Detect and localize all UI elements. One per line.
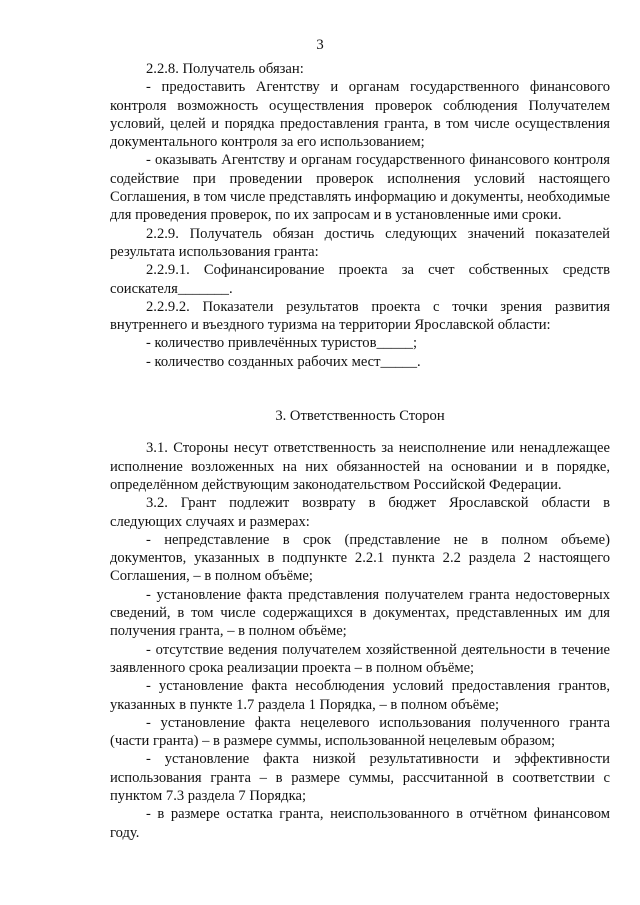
paragraph-jobs-count: - количество созданных рабочих мест_____.: [146, 353, 421, 370]
paragraph-provide-checks: - предоставить Агентству и органам государственного финансового контроля возможность осуществления проверок соблюдения Получателем условий, целей и порядка предоставления гранта, в том числе осуществления документального контроля за его использованием;: [110, 79, 610, 151]
paragraph-2-2-9-1: 2.2.9.1. Софинансирование проекта за счет собственных средств соискателя_______.: [110, 262, 610, 297]
paragraph-case-low-efficiency: - установление факта низкой результативности и эффективности использования гранта – в размере суммы, рассчитанной в соответствии с пунктом 7.3 раздела 7 Порядка;: [110, 751, 610, 804]
paragraph-case-remainder: - в размере остатка гранта, неиспользованного в отчётном финансовом году.: [110, 806, 610, 841]
paragraph-3-1: 3.1. Стороны несут ответственность за неисполнение или ненадлежащее исполнение возложенных на них обязанностей на основании и в порядке, определённом действующим законодательством Российской Федерации.: [110, 440, 610, 493]
paragraph-case-conditions: - установление факта несоблюдения условий предоставления грантов, указанных в пункте 1.7 раздела 1 Порядка, – в полном объёме;: [110, 678, 610, 713]
heading-spacer-top: [110, 371, 610, 407]
paragraph-2-2-9-2: 2.2.9.2. Показатели результатов проекта с точки зрения развития внутреннего и въездного туризма на территории Ярославской области:: [110, 298, 610, 334]
paragraph-tourists-count: - количество привлечённых туристов_____;: [146, 335, 418, 352]
paragraph-case-misuse: - установление факта нецелевого использования полученного гранта (части гранта) – в размере суммы, использованной нецелевым образом;: [110, 714, 610, 750]
page-number: 3: [316, 37, 324, 53]
paragraph-2-2-8: 2.2.8. Получатель обязан:: [146, 61, 304, 77]
heading-spacer-bottom: [110, 425, 610, 439]
paragraph-case-false-info: - установление факта представления получателем гранта недостоверных сведений, в том числе содержащихся в документах, представленных им для получения гранта, – в полном объёме;: [110, 586, 610, 640]
paragraph-3-2: 3.2. Грант подлежит возврату в бюджет Ярославской области в следующих случаях и размерах:: [110, 495, 610, 530]
paragraph-case-documents: - непредставление в срок (представление не в полном объеме) документов, указанных в подпункте 2.2.1 пункта 2.2 раздела 2 настоящего Соглашения, – в полном объёме;: [110, 531, 610, 585]
document-body: [110, 60, 610, 842]
paragraph-2-2-9: 2.2.9. Получатель обязан достичь следующих значений показателей результата использования гранта:: [110, 225, 610, 260]
paragraph-case-no-activity: - отсутствие ведения получателем хозяйственной деятельности в течение заявленного срока реализации проекта – в полном объёме;: [110, 641, 610, 676]
paragraph-assist-checks: - оказывать Агентству и органам государственного финансового контроля содействие при проведении проверок исполнения условий настоящего Соглашения, в том числе представлять информацию и документы, необходимые для проведения проверок, по их запросам и в установленные ими сроки.: [110, 152, 610, 224]
section-heading: 3. Ответственность Сторон: [275, 408, 445, 425]
